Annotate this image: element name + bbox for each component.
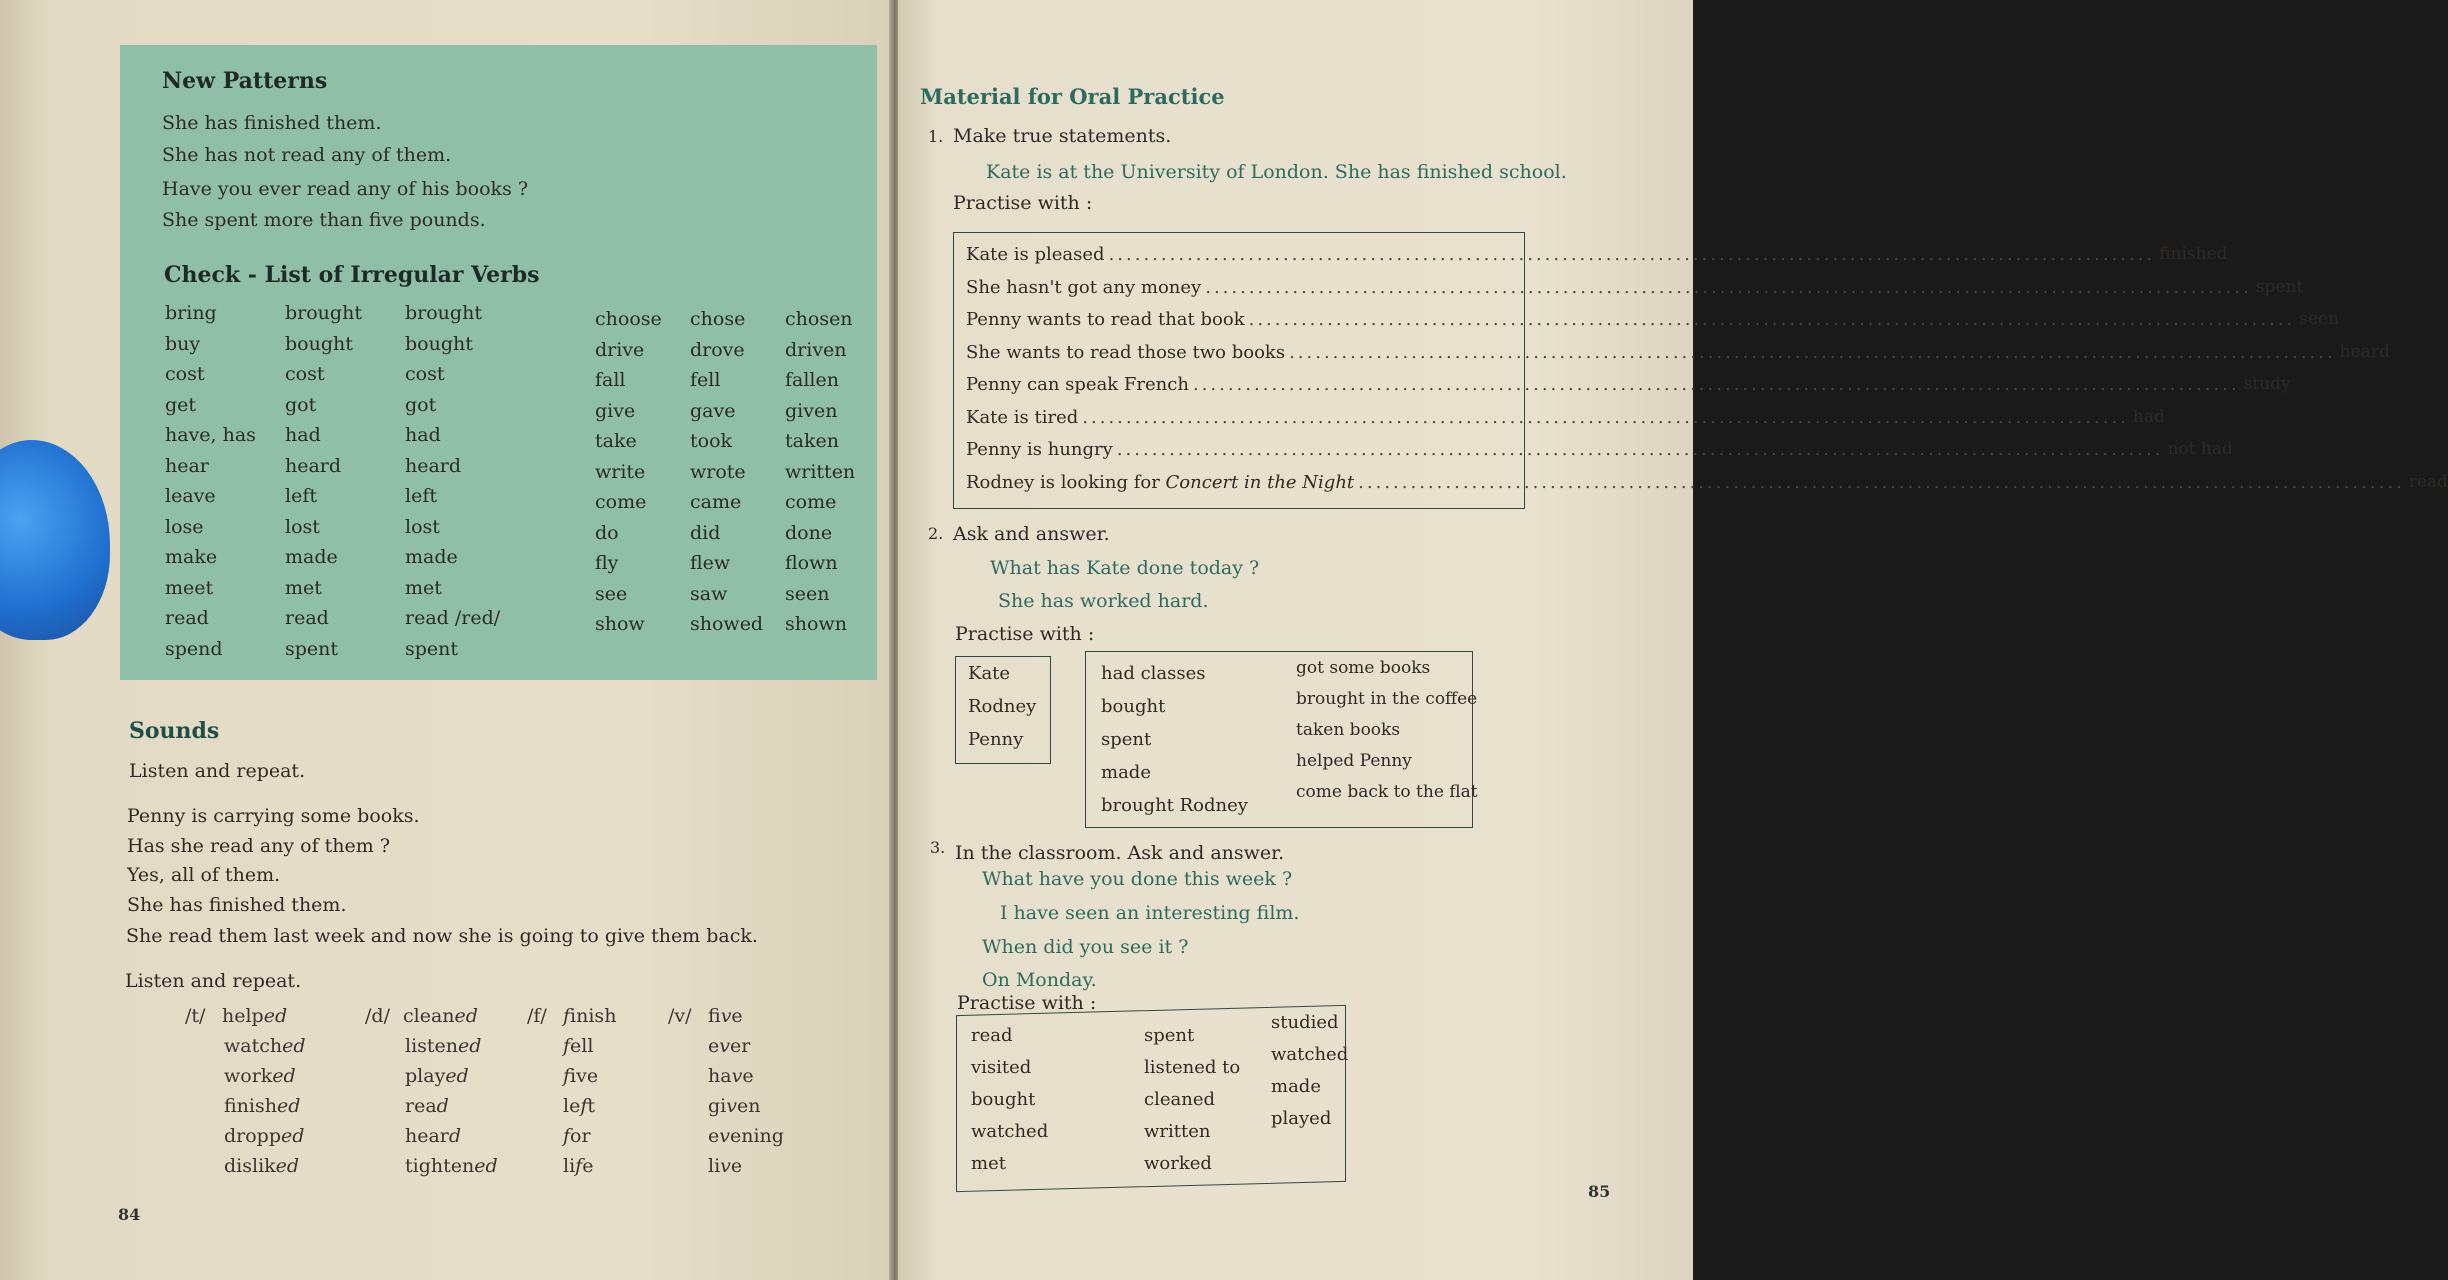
verb-form: cost <box>165 363 205 385</box>
ex2-verb: brought Rodney <box>1101 795 1248 816</box>
ex3-instruction: In the classroom. Ask and answer. <box>955 842 1285 864</box>
sound-word: heard <box>405 1125 462 1147</box>
verb-form: fly <box>595 552 619 574</box>
pattern-line: She spent more than five pounds. <box>162 209 486 231</box>
verb-form: fallen <box>785 369 839 391</box>
ex1-row: Kate is pleased ........................................................................................................................ finished <box>966 244 2228 265</box>
verb-form: come <box>595 491 647 513</box>
verb-form: did <box>690 521 721 544</box>
ex2-name: Penny <box>968 729 1024 750</box>
sound-word: disliked <box>224 1155 300 1177</box>
verb-form: choose <box>595 308 662 330</box>
verb-form: done <box>785 521 833 544</box>
sound-word: cleaned <box>403 1005 478 1027</box>
sound-word: given <box>708 1095 761 1117</box>
ex3-question-1: What have you done this week ? <box>982 868 1293 890</box>
verb-form: leave <box>165 485 216 507</box>
verb-form: see <box>595 582 628 605</box>
verb-form: had <box>405 424 441 446</box>
verb-form: brought <box>405 302 482 324</box>
sound-word: have <box>708 1065 754 1087</box>
ex1-row: She wants to read those two books ........................................................................................................................ heard <box>966 341 2390 363</box>
ex1-row: Penny is hungry ........................................................................................................................ not had <box>966 439 2233 460</box>
sound-line: Yes, all of them. <box>127 864 281 886</box>
sound-line: Has she read any of them ? <box>127 835 391 857</box>
sound-word: life <box>563 1155 594 1177</box>
listen-instruction: Listen and repeat. <box>129 760 306 782</box>
verb-form: saw <box>690 582 728 605</box>
sound-word: evening <box>708 1125 784 1147</box>
ex3-word: visited <box>971 1057 1032 1078</box>
ex2-verb: spent <box>1101 729 1152 750</box>
sound-word: five <box>708 1005 743 1027</box>
sound-line: Penny is carrying some books. <box>127 805 420 827</box>
verb-form: met <box>285 576 322 599</box>
verb-form: spent <box>285 637 339 660</box>
verb-form: gave <box>690 399 736 422</box>
ex3-word: written <box>1144 1121 1211 1142</box>
ex2-verb: made <box>1101 762 1151 783</box>
ex1-row: Penny can speak French ........................................................................................................................ study <box>966 374 2291 395</box>
verb-form: lost <box>285 515 320 538</box>
ex3-word: watched <box>971 1121 1049 1142</box>
ex3-word: worked <box>1144 1153 1212 1174</box>
ex2-phrase: helped Penny <box>1296 751 1412 771</box>
sound-symbol: /t/ <box>185 1005 206 1027</box>
ex3-word: listened to <box>1144 1057 1241 1078</box>
verb-form: make <box>165 546 218 568</box>
verb-form: spend <box>165 637 223 660</box>
ex1-row: Rodney is looking for Concert in the Night ........................................................................................................................ read <box>966 471 2448 493</box>
verb-form: hear <box>165 454 209 477</box>
ex1-row: Penny wants to read that book ........................................................................................................................ seen <box>966 309 2340 330</box>
sound-word: dropped <box>224 1125 305 1147</box>
verb-form: met <box>405 576 442 599</box>
new-patterns-title: New Patterns <box>162 68 328 94</box>
ex3-question-2: When did you see it ? <box>982 936 1189 958</box>
verb-form: had <box>285 424 321 446</box>
verb-form: write <box>595 460 646 483</box>
sound-symbol: /v/ <box>668 1005 692 1027</box>
verb-form: spent <box>405 637 459 660</box>
sound-word: fell <box>563 1035 594 1057</box>
sound-word: watched <box>224 1035 306 1057</box>
sound-word: left <box>563 1095 596 1117</box>
ex3-word: met <box>971 1153 1006 1174</box>
pattern-line: She has finished them. <box>162 112 382 134</box>
verb-form: show <box>595 613 645 635</box>
ex1-instruction: Make true statements. <box>953 125 1172 147</box>
verb-form: flew <box>690 552 731 574</box>
ex2-phrase: taken books <box>1296 720 1401 740</box>
verb-form: showed <box>690 613 764 635</box>
verb-form: taken <box>785 430 839 452</box>
ex3-word: made <box>1271 1076 1321 1097</box>
verb-form: shown <box>785 613 847 635</box>
verb-form: written <box>785 460 856 483</box>
ex1-example: Kate is at the University of London. She has finished school. <box>986 161 1567 183</box>
verb-form: have, has <box>165 424 256 446</box>
green-panel <box>120 45 877 680</box>
ex2-verb: bought <box>1101 696 1166 717</box>
pattern-line: Have you ever read any of his books ? <box>162 178 529 200</box>
verb-form: buy <box>165 332 201 355</box>
verb-form: read /red/ <box>405 607 501 629</box>
sound-line: She read them last week and now she is going to give them back. <box>126 925 758 947</box>
verb-form: made <box>285 546 338 568</box>
verb-form: chose <box>690 308 746 330</box>
sound-word: helped <box>222 1005 288 1027</box>
ex1-row: Kate is tired ........................................................................................................................ had <box>966 406 2165 428</box>
sound-word: finished <box>224 1095 301 1117</box>
ex2-phrase: come back to the flat <box>1296 782 1478 802</box>
sound-word: five <box>563 1065 599 1087</box>
sound-symbol: /f/ <box>527 1005 547 1027</box>
verb-form: take <box>595 430 637 452</box>
verb-form: seen <box>785 582 830 605</box>
verb-form: bring <box>165 302 217 324</box>
ex2-answer: She has worked hard. <box>998 590 1209 612</box>
verb-form: fell <box>690 369 721 391</box>
verb-form: took <box>690 430 733 452</box>
sound-word: for <box>563 1125 591 1147</box>
ex2-name: Rodney <box>968 696 1037 717</box>
ex1-number: 1. <box>928 127 944 146</box>
verb-form: came <box>690 491 742 513</box>
ex3-word: spent <box>1144 1025 1195 1046</box>
listen-instruction-2: Listen and repeat. <box>125 970 302 992</box>
ex3-practise: Practise with : <box>957 992 1097 1014</box>
sound-word: read <box>405 1095 449 1117</box>
right-page <box>898 0 2448 1280</box>
ex1-row: She hasn't got any money ........................................................................................................................ spent <box>966 276 2304 298</box>
ex2-phrase: got some books <box>1296 658 1431 678</box>
ex2-phrase: brought in the coffee <box>1296 689 1478 709</box>
verb-form: read <box>285 607 329 629</box>
ex3-answer-2: On Monday. <box>982 969 1097 991</box>
verb-form: cost <box>285 363 325 385</box>
verb-form: got <box>405 393 437 416</box>
ex2-number: 2. <box>928 524 944 543</box>
sound-word: worked <box>224 1065 296 1087</box>
verb-form: drive <box>595 338 645 361</box>
page-number-right: 85 <box>1588 1182 1611 1201</box>
verb-form: lost <box>405 515 440 538</box>
ex2-name: Kate <box>968 663 1011 684</box>
page-number-left: 84 <box>118 1205 141 1224</box>
sound-word: ever <box>708 1035 751 1057</box>
verb-form: driven <box>785 338 847 361</box>
verb-form: left <box>405 485 437 507</box>
verb-form: got <box>285 393 317 416</box>
verb-form: get <box>165 393 197 416</box>
verb-form: lose <box>165 515 204 538</box>
sound-word: live <box>708 1155 743 1177</box>
verb-form: bought <box>405 332 473 355</box>
verb-form: bought <box>285 332 353 355</box>
verb-form: give <box>595 399 636 422</box>
verb-form: read <box>165 607 209 629</box>
ex2-question: What has Kate done today ? <box>990 557 1260 579</box>
check-list-title: Check - List of Irregular Verbs <box>164 262 540 288</box>
sound-word: finish <box>563 1005 617 1027</box>
verb-form: brought <box>285 302 362 324</box>
verb-form: heard <box>405 454 462 477</box>
sounds-title: Sounds <box>129 718 220 744</box>
sound-line: She has finished them. <box>127 894 347 916</box>
ex3-number: 3. <box>930 838 946 857</box>
sound-symbol: /d/ <box>365 1005 390 1027</box>
sound-word: listened <box>405 1035 482 1057</box>
ex3-word: bought <box>971 1089 1036 1110</box>
ex3-word: cleaned <box>1144 1089 1215 1110</box>
ex3-word: read <box>971 1025 1013 1046</box>
verb-form: flown <box>785 552 838 574</box>
sound-word: played <box>405 1065 469 1087</box>
ex2-instruction: Ask and answer. <box>953 523 1110 545</box>
verb-form: meet <box>165 576 214 599</box>
verb-form: left <box>285 485 317 507</box>
left-page <box>0 0 895 1280</box>
blue-clip <box>0 440 110 640</box>
verb-form: made <box>405 546 458 568</box>
ex2-verb: had classes <box>1101 663 1206 684</box>
verb-form: drove <box>690 338 745 361</box>
verb-form: do <box>595 521 619 544</box>
ex1-practise: Practise with : <box>953 192 1093 214</box>
verb-form: chosen <box>785 308 853 330</box>
verb-form: cost <box>405 363 445 385</box>
verb-form: come <box>785 491 837 513</box>
ex2-practise: Practise with : <box>955 623 1095 645</box>
pattern-line: She has not read any of them. <box>162 144 452 166</box>
verb-form: given <box>785 399 838 422</box>
ex3-word: watched <box>1271 1044 1349 1065</box>
sound-word: tightened <box>405 1155 498 1177</box>
verb-form: wrote <box>690 460 746 483</box>
ex3-word: played <box>1271 1108 1332 1129</box>
verb-form: heard <box>285 454 342 477</box>
ex3-answer-1: I have seen an interesting film. <box>1000 902 1300 924</box>
ex3-word: studied <box>1271 1012 1339 1033</box>
oral-practice-title: Material for Oral Practice <box>920 84 1225 109</box>
verb-form: fall <box>595 369 626 391</box>
